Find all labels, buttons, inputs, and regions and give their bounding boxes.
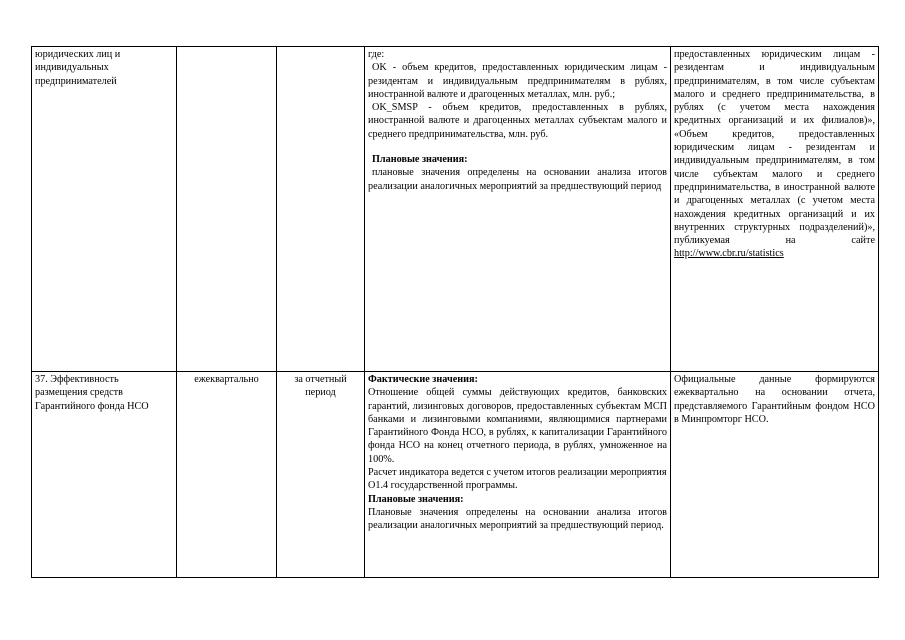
periodicity-cell bbox=[177, 47, 277, 372]
period-cell bbox=[277, 47, 365, 372]
data-source-cell bbox=[671, 372, 879, 578]
cbr-statistics-link[interactable]: http://www.cbr.ru/statistics bbox=[674, 248, 784, 260]
data-source-cell bbox=[671, 47, 879, 372]
period-value: за отчетный период bbox=[294, 374, 347, 399]
plan-heading: Плановые значения: bbox=[368, 493, 464, 505]
where-text: где: bbox=[368, 49, 385, 60]
table-row bbox=[32, 47, 879, 372]
indicator-name-cell bbox=[32, 372, 177, 578]
indicator-name: юридических лиц и индивидуальных предпринимателей bbox=[35, 49, 121, 87]
period-cell bbox=[277, 372, 365, 578]
spacer bbox=[368, 141, 667, 153]
plan-text: Плановые значения определены на основании анализа итогов реализации аналогичных мероприятий за предшествующий период. bbox=[368, 506, 667, 532]
calculation-method-cell bbox=[365, 372, 671, 578]
fact-heading: Фактические значения: bbox=[368, 374, 478, 385]
indicator-name: 37. Эффективность размещения средств Гарантийного фонда НСО bbox=[35, 374, 149, 412]
periodicity-value: ежеквартально bbox=[194, 374, 259, 385]
ok-definition: OK - объем кредитов, предоставленных юридическим лицам - резидентам и индивидуальным предпринимателям в рублях, иностранной валюте и драгоценных металлах, млн. руб.; bbox=[368, 62, 667, 100]
indicator-table bbox=[31, 46, 879, 578]
data-source-text: предоставленных юридическим лицам - резидентам и индивидуальным предпринимателям, в том числе субъектам малого и среднего предпринимательства, в рублях (с учетом места нахождения кредитных организаций и их филиалов)», «Объем кредитов, предоставленных юридическим лицам - резидентам и индивидуальным предпринимателям, в том числе субъектам малого и среднего предпринимательства, в иностранной валюте и драгоценных металлах (с учетом места нахождения кредитных организаций и их внутренних структурных подразделений)», публикуемая на сайте bbox=[674, 49, 875, 247]
plan-text: плановые значения определены на основании анализа итогов реализации аналогичных мероприятий за предшествующий период bbox=[368, 167, 667, 192]
table-row bbox=[32, 372, 879, 578]
calculation-method-cell bbox=[365, 47, 671, 372]
periodicity-cell bbox=[177, 372, 277, 578]
indicator-name-cell bbox=[32, 47, 177, 372]
data-source-text: Официальные данные формируются ежеквартально на основании отчета, представляемого Гарантийным фондом НСО в Минпромторг НСО. bbox=[674, 374, 875, 425]
calc-text: Расчет индикатора ведется с учетом итогов реализации мероприятия О1.4 государственной программы. bbox=[368, 467, 667, 492]
plan-heading: Плановые значения: bbox=[372, 154, 468, 166]
ok-smsp-definition: OK_SMSP - объем кредитов, предоставленных в рублях, иностранной валюте и драгоценных металлах субъектам малого и среднего предпринимательства, млн. руб. bbox=[368, 102, 667, 140]
fact-text: Отношение общей суммы действующих кредитов, банковских гарантий, лизинговых договоров, предоставленных субъектам МСП банками и лизинговыми компаниями, являющимися партнерами Гарантийного Фонда НСО, в рублях, к капитализации Гарантийного фонда НСО на конец отчетного периода, в рублях, умноженное на 100%. bbox=[368, 387, 667, 465]
